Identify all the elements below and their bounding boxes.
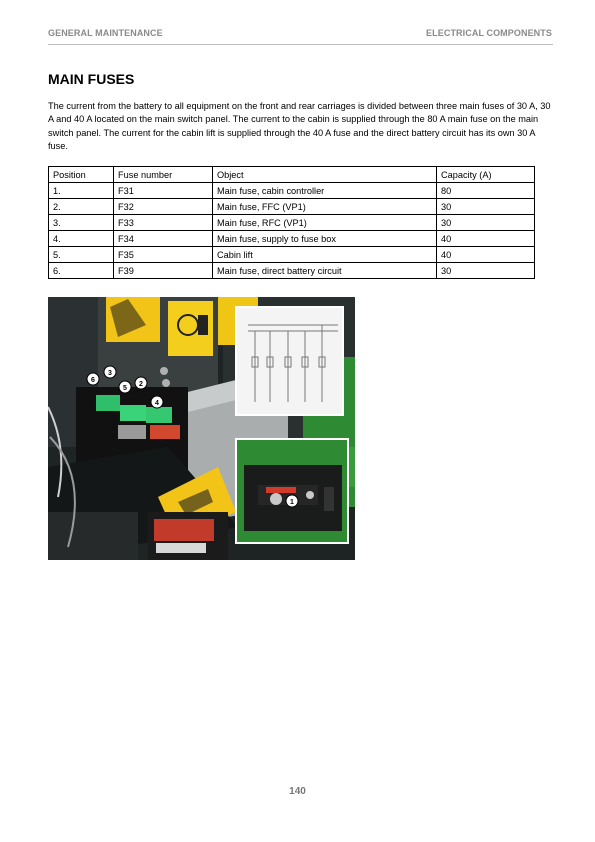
table-row [49,215,535,231]
cell-fuse-number: F32 [114,199,213,215]
column-header-capacity: Capacity (A) [437,167,535,183]
callout-marker [286,495,298,507]
column-header-position: Position [49,167,114,183]
table-row [49,199,535,215]
callout-marker [104,366,116,378]
cell-object: Main fuse, FFC (VP1) [213,199,437,215]
cell-capacity: 40 [437,247,535,263]
cell-fuse-number: F39 [114,263,213,279]
cell-object: Main fuse, cabin controller [213,183,437,199]
cell-position: 1. [49,183,114,199]
header-section-name: GENERAL MAINTENANCE [48,28,163,38]
cell-position: 5. [49,247,114,263]
table-row [49,231,535,247]
cell-fuse-number: F31 [114,183,213,199]
cell-fuse-number: F34 [114,231,213,247]
svg-text:4: 4 [155,400,159,407]
cell-capacity: 40 [437,231,535,247]
cell-fuse-number: F33 [114,215,213,231]
table-header-row [49,167,535,183]
svg-text:6: 6 [91,377,95,384]
svg-text:1: 1 [290,499,294,506]
cell-capacity: 30 [437,263,535,279]
column-header-fuse-number: Fuse number [114,167,213,183]
table-row [49,263,535,279]
table-row [49,247,535,263]
schematic-inset [236,307,343,415]
cell-capacity: 30 [437,215,535,231]
header-divider [48,44,553,45]
main-switch-panel-photo [48,297,355,560]
section-paragraph: The current from the battery to all equipment on the front and rear carriages is divided between three main fuses of 30 A, 30 A and 40 A located on the main switch panel. The current to the cabin is supplied through the 80 A main fuse on the main switch panel. The current for the cabin lift is supplied through the 40 A fuse and the direct battery circuit has its own 30 A fuse. [48,101,551,151]
fuse-closeup-inset [236,439,348,543]
cell-position: 4. [49,231,114,247]
callout-marker [119,381,131,393]
cell-position: 6. [49,263,114,279]
column-header-object: Object [213,167,437,183]
cell-object: Main fuse, direct battery circuit [213,263,437,279]
svg-text:3: 3 [108,370,112,377]
cell-capacity: 30 [437,199,535,215]
cell-position: 3. [49,215,114,231]
cell-object: Main fuse, supply to fuse box [213,231,437,247]
callout-marker [135,377,147,389]
cell-object: Main fuse, RFC (VP1) [213,215,437,231]
cell-position: 2. [49,199,114,215]
header-chapter-name: ELECTRICAL COMPONENTS [426,28,552,38]
fuse-table [48,166,535,279]
cell-capacity: 80 [437,183,535,199]
cell-fuse-number: F35 [114,247,213,263]
svg-text:2: 2 [139,381,143,388]
svg-text:5: 5 [123,385,127,392]
table-row [49,183,535,199]
callout-marker [87,373,99,385]
callout-marker [151,396,163,408]
section-title: MAIN FUSES [48,71,135,87]
page-number: 140 [289,786,306,797]
cell-object: Cabin lift [213,247,437,263]
